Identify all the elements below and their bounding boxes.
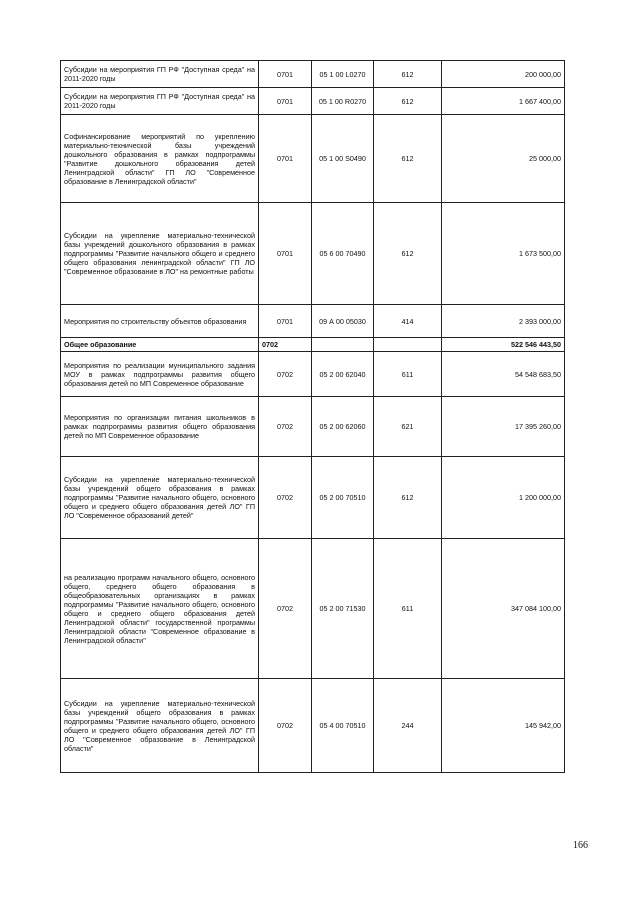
row-expense-type bbox=[374, 338, 442, 352]
row-description: Софинансирование мероприятий по укреплению материально-технической базы учреждений дошкольного образования в рамках подпрограммы "Развитие дошкольного образования детей Ленинградской области" ГП ЛО "Современное образование в Ленинградской области" bbox=[61, 115, 259, 203]
row-article-code: 05 2 00 71530 bbox=[312, 539, 374, 679]
row-section-code: 0701 bbox=[259, 61, 312, 88]
row-description: Субсидии на мероприятия ГП РФ "Доступная среда" на 2011-2020 годы bbox=[61, 88, 259, 115]
budget-table-body bbox=[61, 61, 565, 773]
row-expense-type: 611 bbox=[374, 539, 442, 679]
row-amount: 347 084 100,00 bbox=[442, 539, 565, 679]
row-description: Мероприятия по реализации муниципального задания МОУ в рамках подпрограммы развития общего образования детей по МП Современное образование bbox=[61, 352, 259, 397]
row-amount: 522 546 443,50 bbox=[442, 338, 565, 352]
row-article-code: 05 4 00 70510 bbox=[312, 679, 374, 773]
row-section-code: 0702 bbox=[259, 397, 312, 457]
row-description: Мероприятия по строительству объектов образования bbox=[61, 305, 259, 338]
table-row bbox=[61, 305, 565, 338]
row-article-code: 05 1 00 L0270 bbox=[312, 61, 374, 88]
row-section-code: 0702 bbox=[259, 457, 312, 539]
row-expense-type: 414 bbox=[374, 305, 442, 338]
table-row bbox=[61, 61, 565, 88]
budget-table bbox=[60, 60, 565, 773]
page-number: 166 bbox=[573, 840, 588, 851]
table-row bbox=[61, 88, 565, 115]
row-article-code: 05 6 00 70490 bbox=[312, 203, 374, 305]
table-row bbox=[61, 352, 565, 397]
table-row bbox=[61, 679, 565, 773]
row-amount: 145 942,00 bbox=[442, 679, 565, 773]
row-section-code: 0701 bbox=[259, 305, 312, 338]
row-description: Субсидии на укрепление материально-технической базы учреждений общего образования в рамках подпрограммы "Развитие начального общего, основного общего и среднего общего образования детей ЛО" ГП ЛО "Современное образований детей" bbox=[61, 457, 259, 539]
row-article-code: 05 2 00 70510 bbox=[312, 457, 374, 539]
row-description: Субсидии на мероприятия ГП РФ "Доступная среда" на 2011-2020 годы bbox=[61, 61, 259, 88]
row-amount: 1 673 500,00 bbox=[442, 203, 565, 305]
row-section-code: 0702 bbox=[259, 338, 312, 352]
row-description: Субсидии на укрепление материально-технической базы учреждений дошкольного образования в рамках подпрограммы "Развитие начального общего и среднего общего образования ленинградской области" ГП ЛО "Современное образование в ЛО" на ремонтные работы bbox=[61, 203, 259, 305]
table-row bbox=[61, 397, 565, 457]
row-section-code: 0702 bbox=[259, 352, 312, 397]
row-expense-type: 611 bbox=[374, 352, 442, 397]
row-amount: 17 395 260,00 bbox=[442, 397, 565, 457]
row-article-code: 05 2 00 62060 bbox=[312, 397, 374, 457]
table-row bbox=[61, 203, 565, 305]
row-expense-type: 244 bbox=[374, 679, 442, 773]
row-expense-type: 612 bbox=[374, 88, 442, 115]
row-amount: 1 200 000,00 bbox=[442, 457, 565, 539]
row-article-code: 05 1 00 R0270 bbox=[312, 88, 374, 115]
row-expense-type: 612 bbox=[374, 203, 442, 305]
row-article-code bbox=[312, 338, 374, 352]
row-section-code: 0702 bbox=[259, 539, 312, 679]
table-row-section-total bbox=[61, 338, 565, 352]
row-section-code: 0702 bbox=[259, 679, 312, 773]
table-row bbox=[61, 115, 565, 203]
row-description: на реализацию программ начального общего, основного общего, среднего общего образования в общеобразовательных организациях в рамках подпрограммы "Развитие начального общего, основного общего и среднего общего образования детей Ленинградской области" государственной программы Ленинградской области "Современное образование в Ленинградской области" bbox=[61, 539, 259, 679]
table-row bbox=[61, 457, 565, 539]
row-section-code: 0701 bbox=[259, 115, 312, 203]
row-section-code: 0701 bbox=[259, 88, 312, 115]
row-section-code: 0701 bbox=[259, 203, 312, 305]
row-amount: 1 667 400,00 bbox=[442, 88, 565, 115]
row-expense-type: 621 bbox=[374, 397, 442, 457]
row-expense-type: 612 bbox=[374, 457, 442, 539]
table-row bbox=[61, 539, 565, 679]
row-description: Общее образование bbox=[61, 338, 259, 352]
row-expense-type: 612 bbox=[374, 61, 442, 88]
row-expense-type: 612 bbox=[374, 115, 442, 203]
row-amount: 25 000,00 bbox=[442, 115, 565, 203]
row-description: Мероприятия по организации питания школьников в рамках подпрограммы развития общего образования детей по МП Современное образование bbox=[61, 397, 259, 457]
row-article-code: 09 А 00 05030 bbox=[312, 305, 374, 338]
row-amount: 54 548 683,50 bbox=[442, 352, 565, 397]
row-amount: 2 393 000,00 bbox=[442, 305, 565, 338]
row-article-code: 05 2 00 62040 bbox=[312, 352, 374, 397]
row-amount: 200 000,00 bbox=[442, 61, 565, 88]
row-article-code: 05 1 00 S0490 bbox=[312, 115, 374, 203]
row-description: Субсидии на укрепление материально-технической базы учреждений общего образования в рамках подпрограммы "Развитие начального общего, основного общего и среднего общего образования детей ЛО" ГП ЛО "Современное образование в Ленинградской области" bbox=[61, 679, 259, 773]
